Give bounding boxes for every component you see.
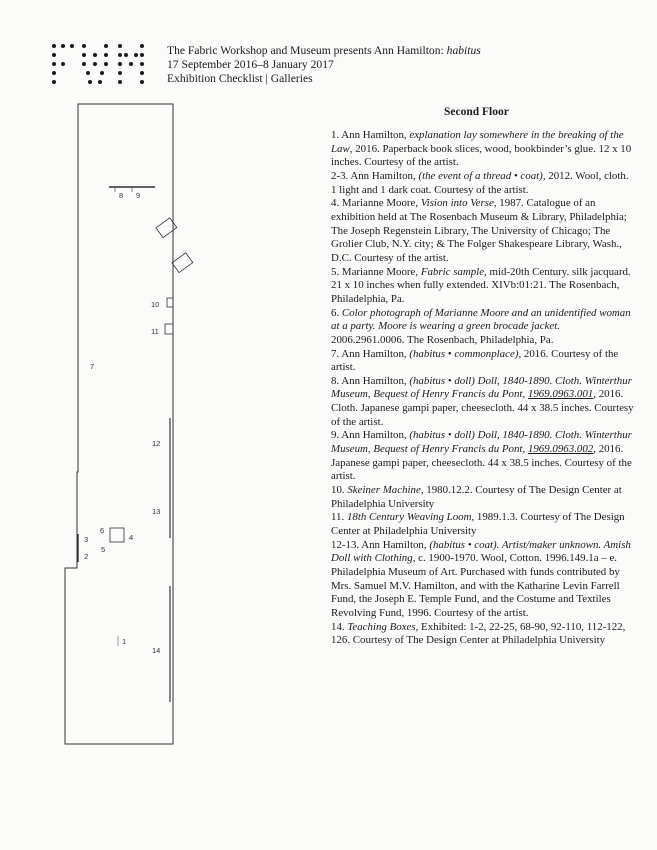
label-11: 11	[151, 327, 159, 336]
checklist-entry-11: 11. 18th Century Weaving Loom, 1989.1.3. Courtesy of The Design Center at Philadelphia University	[331, 511, 625, 538]
label-10: 10	[151, 300, 160, 309]
checklist-entry-5: 5. Marianne Moore, Fabric sample, mid-20th Century. silk jacquard. 21 x 10 inches when fully extended. XIVb:01:21. The Rosenbach, Philadelphia, Pa.	[331, 265, 631, 305]
pedestal-4	[110, 528, 124, 542]
table-a	[156, 218, 177, 238]
label-7: 7	[90, 362, 95, 371]
floor-plan	[60, 98, 250, 842]
box-11	[165, 324, 173, 334]
header-line-3: Exhibition Checklist | Galleries	[167, 72, 313, 86]
header-line-2: 17 September 2016–8 January 2017	[167, 58, 334, 72]
header-title-prefix: The Fabric Workshop and Museum presents Ann Hamilton:	[167, 44, 447, 57]
checklist-entry-1: 1. Ann Hamilton, explanation lay somewhere in the breaking of the Law, 2016. Paperback book slices, wood, bookbinder’s glue. 12 x 10 inches. Courtesy of the artist.	[331, 129, 632, 169]
checklist-entry-14: 14. Teaching Boxes, Exhibited: 1-2, 22-25, 68-90, 92-110, 112-122, 126. Courtesy of The Design Center at Philadelphia University	[331, 620, 626, 647]
label-4: 4	[129, 533, 134, 542]
checklist-entry-12-13: 12-13. Ann Hamilton, (habitus • coat). Artist/maker unknown. Amish Doll with Clothing, c. 1900-1970. Wool, Cotton. 1996.149.1a – e. Philadelphia Museum of Art. Purchased with funds contributed by Mrs. Samuel M.V. Hamilton, and with the Katharine Levin Farrell Fund, the Joseph E. Temple Fund, and the Costume and Textiles Revolving Fund, 1996. Courtesy of the artist.	[331, 538, 631, 619]
label-13: 13	[152, 507, 161, 516]
checklist-entry-10: 10. Skeiner Machine, 1980.12.2. Courtesy of The Design Center at Philadelphia University	[331, 484, 622, 510]
page-header	[167, 44, 481, 87]
checklist	[331, 129, 636, 648]
checklist-entry-4: 4. Marianne Moore, Vision into Verse, 1987. Catalogue of an exhibition held at The Rosenbach Museum & Library, Philadelphia; The Joseph Regenstein Library, The University of Chicago; The Grolier Club, N.Y. city; & The Folger Shakespeare Library, Wash., D.C. Courtesy of the artist.	[331, 197, 627, 264]
checklist-entry-9: 9. Ann Hamilton, (habitus • doll) Doll, 1840-1890. Cloth. Winterthur Museum, Bequest of Henry Francis du Pont, 1969.0963.002, 2016. Japanese gampi paper, cheesecloth. 44 x 38.5 inches. Courtesy of the artist.	[331, 429, 632, 483]
checklist-entry-2-3: 2-3. Ann Hamilton, (the event of a thread • coat), 2012. Wool, cloth. 1 light and 1 dark coat. Courtesy of the artist.	[331, 169, 629, 196]
table-b	[172, 253, 193, 273]
label-12-visible: 12	[152, 439, 161, 448]
label-2: 2	[84, 552, 89, 561]
checklist-entry-7: 7. Ann Hamilton, (habitus • commonplace), 2016. Courtesy of the artist.	[331, 347, 619, 374]
label-5: 5	[101, 545, 106, 554]
section-title: Second Floor	[444, 106, 509, 118]
header-line-1	[167, 44, 481, 58]
checklist-entry-8: 8. Ann Hamilton, (habitus • doll) Doll, 1840-1890. Cloth. Winterthur Museum, Bequest of Henry Francis du Pont, 1969.0963.001, 2016. Cloth. Japanese gampi paper, cheesecloth. 44 x 38.5 inches. Courtesy of the artist.	[331, 374, 634, 428]
label-9: 9	[136, 191, 141, 200]
header-title-italic: habitus	[446, 44, 481, 57]
box-10	[167, 298, 173, 307]
label-8: 8	[119, 191, 124, 200]
fwm-logo	[50, 42, 160, 90]
label-6: 6	[100, 526, 105, 535]
checklist-entry-6: 6. Color photograph of Marianne Moore and an unidentified woman at a party. Moore is wearing a green brocade jacket. 2006.2961.0006. The Rosenbach, Philadelphia, Pa.	[331, 306, 631, 346]
label-14: 14	[152, 646, 161, 655]
label-1: 1	[122, 637, 127, 646]
label-3: 3	[84, 535, 89, 544]
